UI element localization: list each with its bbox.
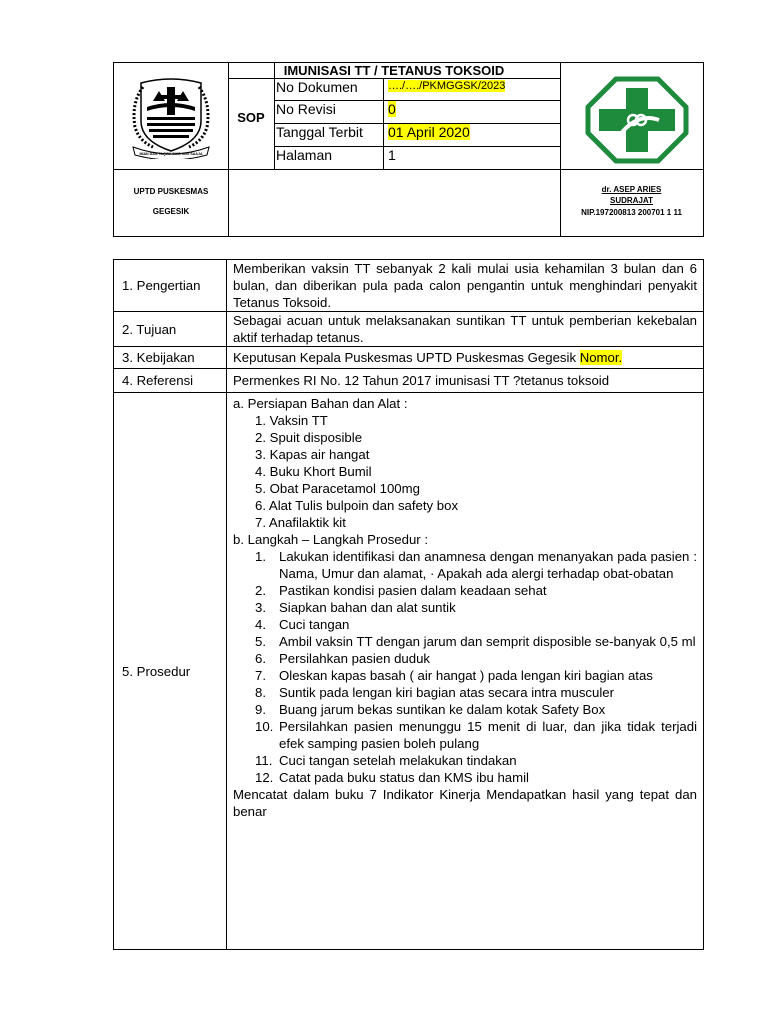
- revision-value: 0: [388, 101, 396, 117]
- persiapan-item: 6. Alat Tulis bulpoin dan safety box: [255, 498, 459, 513]
- langkah-step: [233, 667, 697, 684]
- langkah-step: [233, 633, 697, 650]
- step-number: 9.: [255, 702, 266, 717]
- persiapan-heading: a. Persiapan Bahan dan Alat :: [233, 396, 408, 411]
- step-number: 4.: [255, 617, 266, 632]
- table-row: [114, 260, 704, 312]
- table-row: [114, 312, 704, 347]
- step-number: 6.: [255, 651, 266, 666]
- step-text: Cuci tangan setelah melakukan tindakan: [279, 753, 517, 768]
- step-text: Ambil vaksin TT dengan jarum dan semprit disposible se-banyak 0,5 ml: [279, 634, 696, 649]
- step-number: 12.: [255, 770, 274, 785]
- persiapan-list: [233, 412, 697, 531]
- step-number: 7.: [255, 668, 266, 683]
- langkah-list: [233, 548, 697, 786]
- revision-label: No Revisi: [276, 101, 336, 117]
- langkah-step: [233, 701, 697, 718]
- step-number: 1.: [255, 549, 266, 564]
- langkah-step: [233, 718, 697, 752]
- sop-label: SOP: [237, 110, 265, 125]
- document-title: IMUNISASI TT / TETANUS TOKSOID: [283, 63, 505, 78]
- row-label-tujuan: 2. Tujuan: [114, 312, 227, 347]
- sop-content-table: [113, 259, 704, 950]
- row-label-prosedur: 5. Prosedur: [114, 393, 227, 950]
- langkah-step: [233, 769, 697, 786]
- row-label-referensi: 4. Referensi: [114, 369, 227, 393]
- row-text-kebijakan: Keputusan Kepala Puskesmas UPTD Puskesmas Gegesik: [233, 350, 580, 365]
- org-name-line1: UPTD PUSKESMAS: [133, 187, 209, 196]
- org-name-line2: GEGESIK: [152, 207, 190, 216]
- persiapan-item: 7. Anafilaktik kit: [255, 515, 346, 530]
- sop-header: [113, 62, 704, 237]
- step-number: 8.: [255, 685, 266, 700]
- langkah-step: [233, 616, 697, 633]
- prosedur-content: [227, 393, 704, 950]
- persiapan-item: 4. Buku Khort Bumil: [255, 464, 372, 479]
- doc-number-label: No Dokumen: [276, 79, 358, 95]
- persiapan-item: 5. Obat Paracetamol 100mg: [255, 481, 420, 496]
- persiapan-item: 3. Kapas air hangat: [255, 447, 370, 462]
- step-number: 3.: [255, 600, 266, 615]
- step-number: 11.: [255, 753, 273, 768]
- doc-number-value: …./…./PKMGGSK/2023: [388, 80, 506, 92]
- puskesmas-logo: [585, 76, 689, 169]
- page-value: 1: [388, 147, 396, 163]
- table-row: [114, 393, 704, 950]
- emblem-motto: IMAN DAN TAQWA SAID IING SAAJA: [139, 152, 203, 156]
- step-text: Cuci tangan: [279, 617, 350, 632]
- page-label: Halaman: [276, 147, 333, 163]
- persiapan-item: 1. Vaksin TT: [255, 413, 328, 428]
- langkah-step: [233, 548, 697, 582]
- closing-note: Mencatat dalam buku 7 Indikator Kinerja Mendapatkan hasil yang tepat dan benar: [233, 787, 697, 819]
- signatory-name-line1: dr. ASEP ARIES: [601, 185, 662, 194]
- kebijakan-number-highlight: Nomor.: [579, 350, 623, 365]
- signatory-name-line2: SUDRAJAT: [610, 196, 653, 205]
- row-text-referensi: Permenkes RI No. 12 Tahun 2017 imunisasi TT ?tetanus toksoid: [227, 369, 704, 393]
- table-row: [114, 369, 704, 393]
- step-number: 2.: [255, 583, 266, 598]
- row-text-pengertian: Memberikan vaksin TT sebanyak 2 kali mulai usia kehamilan 3 bulan dan 6 bulan, dan diberikan pula pada calon pengantin untuk menghindari penyakit Tetanus Toksoid.: [227, 260, 704, 312]
- langkah-step: [233, 650, 697, 667]
- step-text: Lakukan identifikasi dan anamnesa dengan menanyakan pada pasien : Nama, Umur dan alamat, · Apakah ada alergi terhadap obat-obatan: [279, 549, 697, 581]
- langkah-heading: b. Langkah – Langkah Prosedur :: [233, 532, 429, 547]
- row-label-kebijakan: 3. Kebijakan: [114, 347, 227, 369]
- langkah-step: [233, 582, 697, 599]
- step-text: Suntik pada lengan kiri bagian atas secara intra musculer: [279, 685, 615, 700]
- step-text: Siapkan bahan dan alat suntik: [279, 600, 456, 615]
- row-label-pengertian: 1. Pengertian: [114, 260, 227, 312]
- regional-emblem-logo: [125, 77, 217, 164]
- step-text: Pastikan kondisi pasien dalam keadaan sehat: [279, 583, 547, 598]
- row-text-tujuan: Sebagai acuan untuk melaksanakan suntikan TT untuk pemberian kekebalan aktif terhadap tetanus.: [227, 312, 704, 347]
- table-row: [114, 347, 704, 369]
- step-number: 10.: [255, 719, 274, 734]
- step-text: Oleskan kapas basah ( air hangat ) pada lengan kiri bagian atas: [279, 668, 653, 683]
- step-text: Buang jarum bekas suntikan ke dalam kotak Safety Box: [279, 702, 606, 717]
- langkah-step: [233, 684, 697, 701]
- step-number: 5.: [255, 634, 266, 649]
- langkah-step: [233, 599, 697, 616]
- step-text: Catat pada buku status dan KMS ibu hamil: [279, 770, 529, 785]
- langkah-step: [233, 752, 697, 769]
- issue-date-label: Tanggal Terbit: [276, 124, 363, 140]
- persiapan-item: 2. Spuit disposible: [255, 430, 363, 445]
- step-text: Persilahkan pasien duduk: [279, 651, 431, 666]
- step-text: Persilahkan pasien menunggu 15 menit di luar, dan jika tidak terjadi efek samping pasien boleh pulang: [279, 719, 697, 751]
- signatory-nip: NIP.197200813 200701 1 11: [581, 208, 682, 217]
- issue-date-value: 01 April 2020: [388, 124, 470, 140]
